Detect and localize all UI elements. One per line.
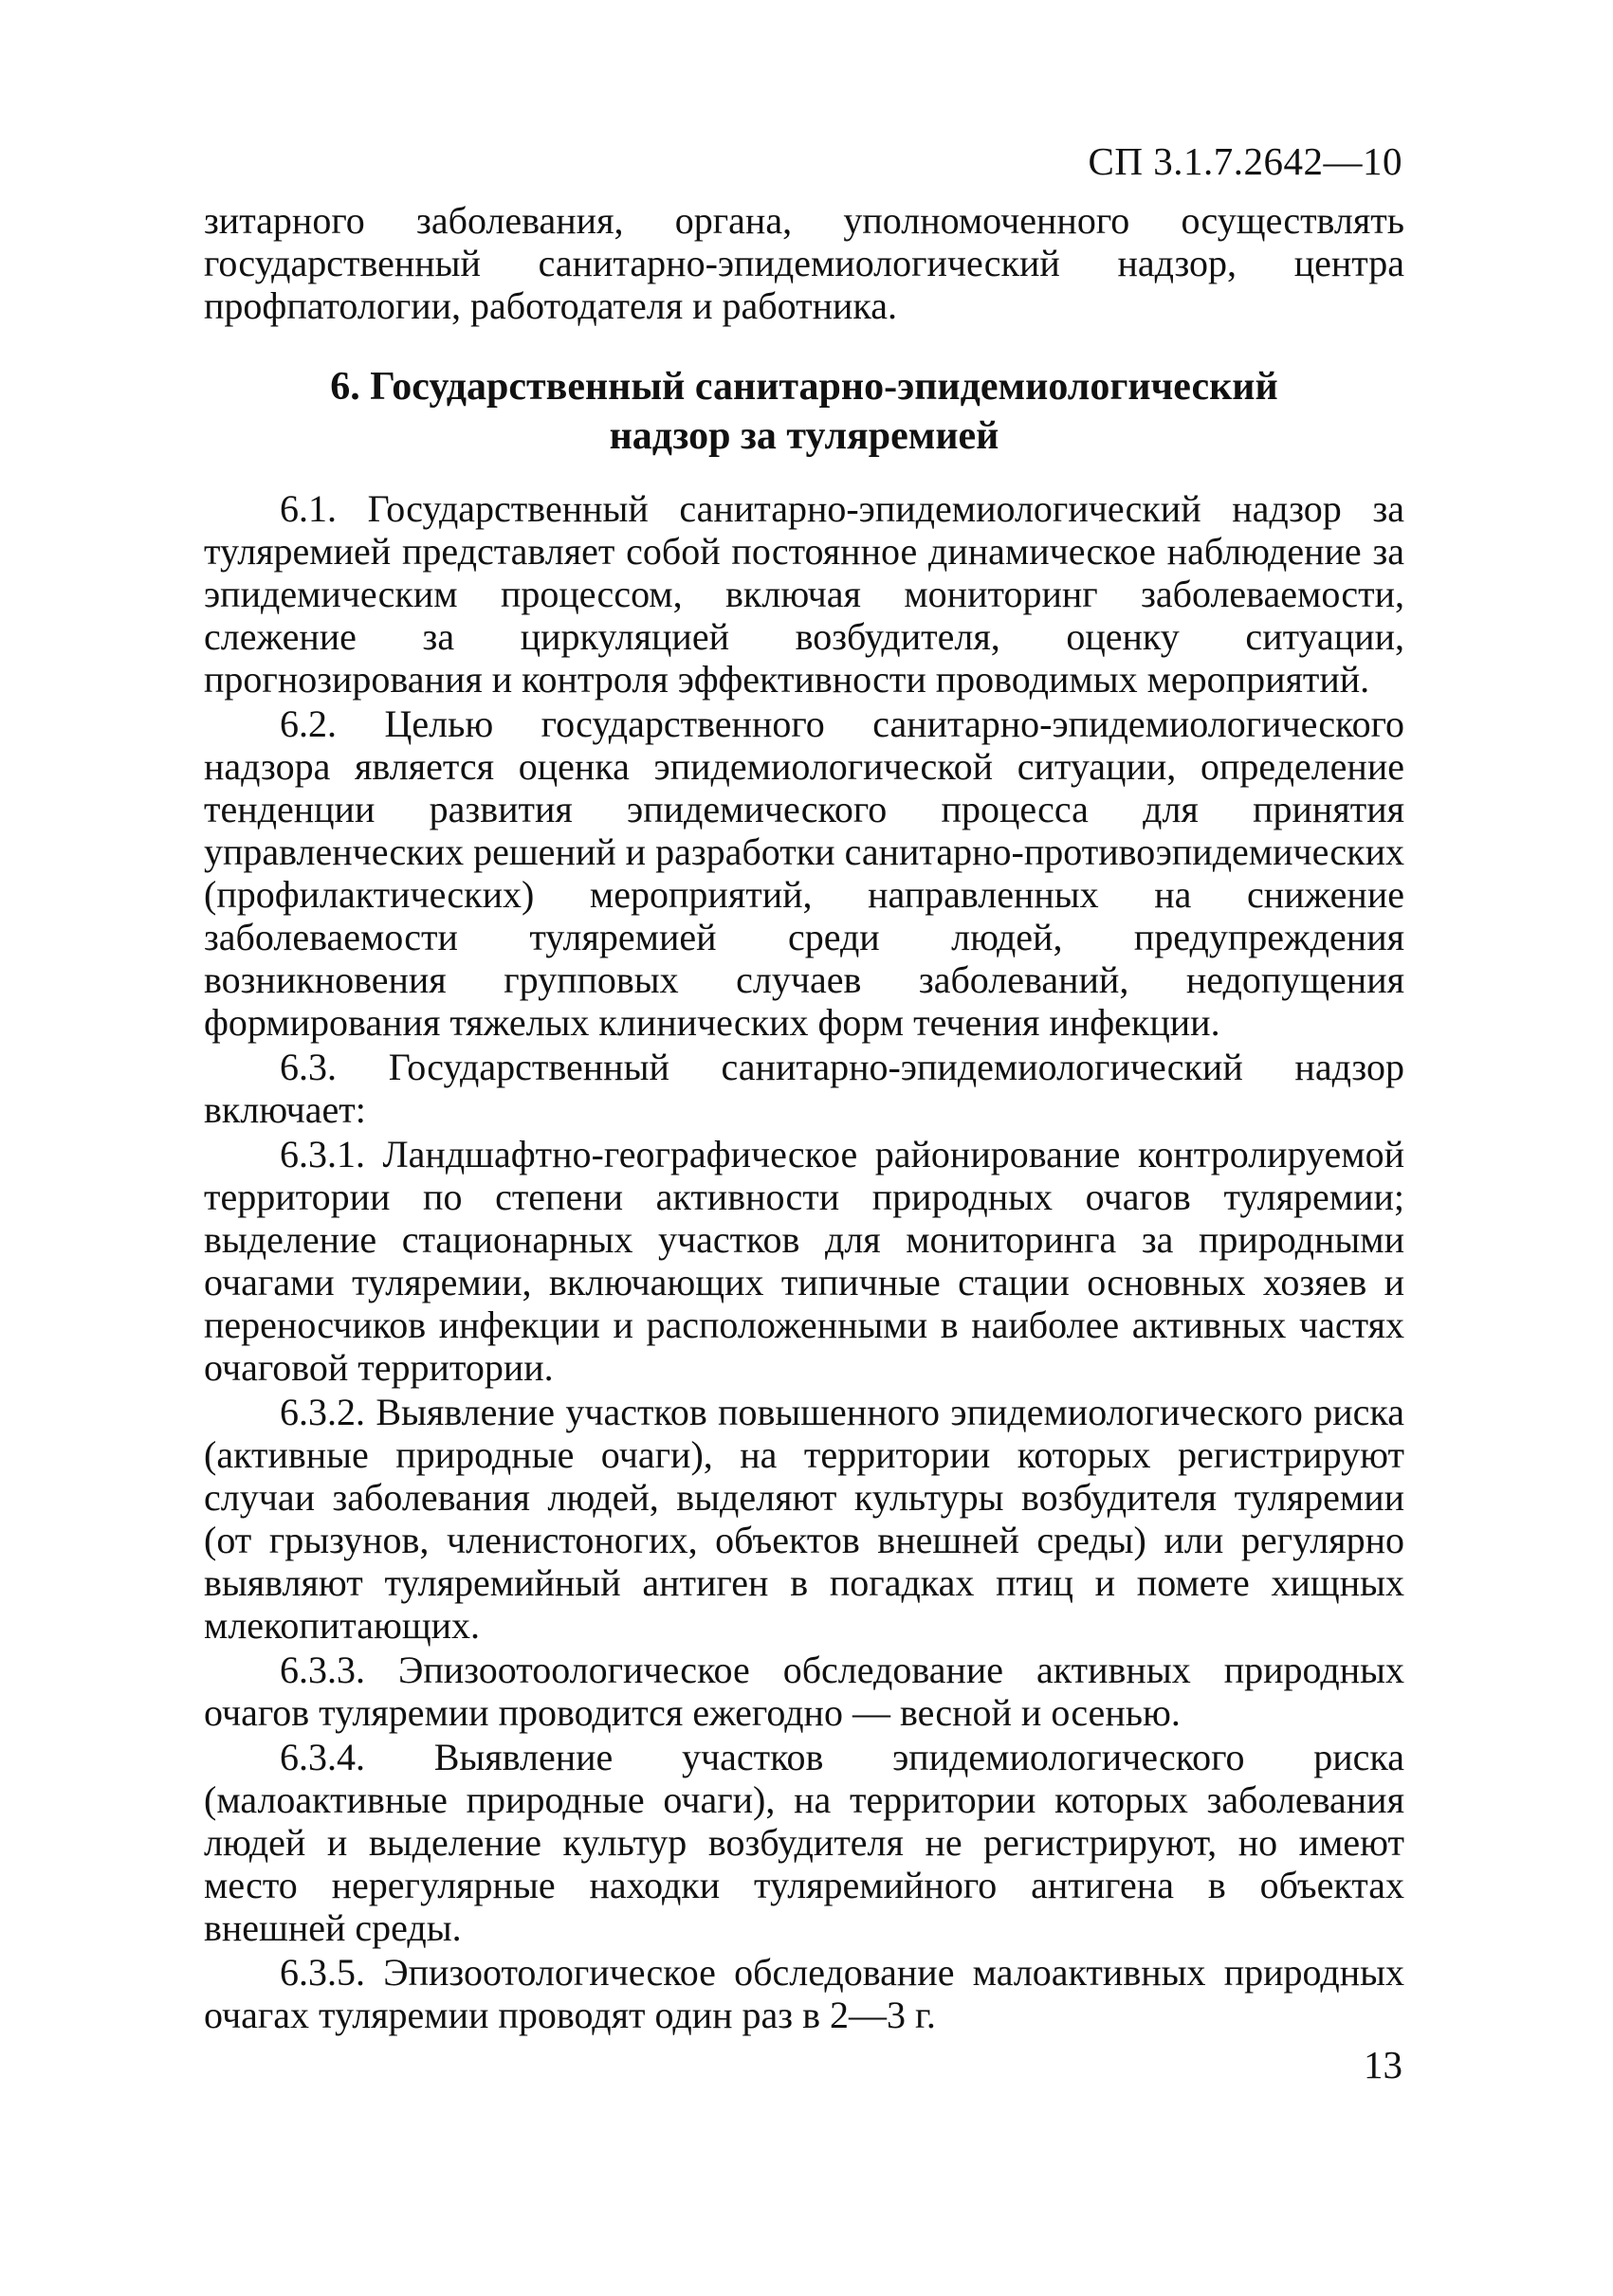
section-heading-line-2: надзор за туляремией [609,414,999,458]
section-heading [204,362,1404,461]
paragraph-6-3-1: 6.3.1. Ландшафтно-географическое районирование контролируемой территории по степени активности природных очагов туляремии; выделение стационарных участков для мониторинга за природными очагами туляремии, включающих типичные стации основных хозяев и переносчиков инфекции и расположенными в наиболее активных частях очаговой территории. [204,1133,1404,1389]
section-heading-line-1: 6. Государственный санитарно-эпидемиологический [330,365,1278,409]
intro-text-block [204,199,1404,327]
paragraph-6-3-4: 6.3.4. Выявление участков эпидемиологического риска (малоактивные природные очаги), на территории которых заболевания людей и выделение культур возбудителя не регистрируют, но имеют место нерегулярные находки туляремийного антигена в объектах внешней среды. [204,1736,1404,1949]
paragraph-6-3-5: 6.3.5. Эпизоотологическое обследование малоактивных природных очагах туляремии проводят один раз в 2—3 г. [204,1951,1404,2036]
paragraph-6-3-2: 6.3.2. Выявление участков повышенного эпидемиологического риска (активные природные очаги), на территории которых регистрируют случаи заболевания людей, выделяют культуры возбудителя туляремии (от грызунов, членистоногих, объектов внешней среды) или регулярно выявляют туляремийный антиген в погадках птиц и помете хищных млекопитающих. [204,1391,1404,1647]
intro-paragraph: зитарного заболевания, органа, уполномоченного осуществлять государственный санитарно-эпидемиологический надзор, центра профпатологии, работодателя и работника. [204,199,1404,327]
paragraph-6-2: 6.2. Целью государственного санитарно-эпидемиологического надзора является оценка эпидемиологической ситуации, определение тенденции развития эпидемического процесса для принятия управленческих решений и разработки санитарно-противоэпидемических (профилактических) мероприятий, направленных на снижение заболеваемости туляремией среди людей, предупреждения возникновения групповых случаев заболеваний, недопущения формирования тяжелых клинических форм течения инфекции. [204,702,1404,1044]
paragraph-6-3-3: 6.3.3. Эпизоотоологическое обследование активных природных очагов туляремии проводится ежегодно — весной и осенью. [204,1649,1404,1734]
page-number: 13 [1364,2043,1402,2086]
paragraph-6-1: 6.1. Государственный санитарно-эпидемиологический надзор за туляремией представляет собой постоянное динамическое наблюдение за эпидемическим процессом, включая мониторинг заболеваемости, слежение за циркуляцией возбудителя, оценку ситуации, прогнозирования и контроля эффективности проводимых мероприятий. [204,487,1404,701]
document-code: СП 3.1.7.2642—10 [1088,139,1402,183]
paragraph-6-3: 6.3. Государственный санитарно-эпидемиологический надзор включает: [204,1046,1404,1131]
body-text-block [204,487,1404,2038]
